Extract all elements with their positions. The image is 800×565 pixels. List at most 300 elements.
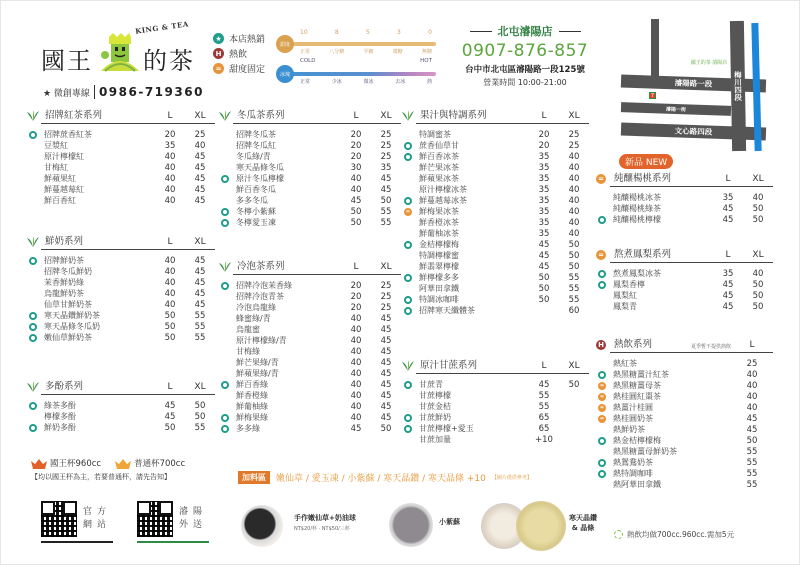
ice-level: 正常 (300, 79, 311, 85)
store-map (621, 19, 781, 154)
item-name: 鮮梅果綠 (236, 413, 268, 422)
menu-item (29, 151, 215, 162)
star-icon (221, 414, 229, 422)
menu-item (598, 268, 773, 279)
price-xl: 60 (568, 305, 580, 316)
brand-logo (41, 19, 211, 81)
col-xl: XL (380, 111, 392, 121)
price-l: 45 (164, 411, 176, 422)
marker-slot (29, 312, 41, 320)
star-icon (221, 175, 229, 183)
agar-bowl-2 (516, 501, 566, 551)
fixed-sweetness-icon: = (596, 174, 606, 184)
menu-item (221, 346, 401, 357)
marker-slot (598, 216, 610, 224)
menu-item (404, 140, 589, 151)
marker-slot (404, 414, 416, 422)
price-xl: 45 (380, 401, 392, 412)
menu-item (29, 195, 215, 206)
col-xl: XL (194, 237, 206, 247)
price-xl: 55 (194, 321, 206, 332)
price-l: 45 (746, 424, 758, 435)
map-road-meichuan: 梅川四段 (730, 21, 746, 151)
cup-note: 【均以國王杯為主，若要普通杯，請先告知】 (31, 473, 171, 481)
menu-item (404, 261, 589, 272)
qr-official-website[interactable] (41, 501, 113, 543)
price-xl: 45 (380, 324, 392, 335)
bowl-caption: 小紫蘇 (439, 518, 460, 526)
price-l: 40 (164, 173, 176, 184)
price-l: 40 (164, 255, 176, 266)
marker-slot (404, 425, 416, 433)
item-name: 金桔檸檬梅 (419, 240, 459, 249)
price-xl: 55 (568, 272, 580, 283)
section-pineapple (598, 247, 773, 312)
price-xl: 25 (568, 129, 580, 140)
sugar-value: 3 (397, 29, 401, 36)
star-icon (221, 208, 229, 216)
item-name: 熱鮮奶茶 (613, 425, 645, 434)
price-xl: 40 (752, 268, 764, 279)
marker-slot (29, 334, 41, 342)
new-badge: 新品 NEW (619, 154, 673, 169)
menu-item (404, 294, 589, 305)
price-xl: 25 (194, 129, 206, 140)
price-l: 35 (722, 192, 734, 203)
price-xl: 50 (380, 423, 392, 434)
qr-code-icon[interactable] (137, 501, 173, 537)
price-l: 50 (164, 422, 176, 433)
star-icon (221, 282, 229, 290)
menu-item (29, 184, 215, 195)
section-sugarcane (404, 358, 589, 445)
price-l: 40 (350, 401, 362, 412)
qr-delivery[interactable] (137, 501, 209, 543)
menu-item (221, 206, 401, 217)
brand-tagline: KING & TEA (134, 19, 190, 36)
menu-item (404, 423, 589, 434)
hot-icon: H (213, 48, 224, 59)
leaf-icon (400, 359, 416, 371)
bowl-caption: 寒天晶鑽 & 晶條 (569, 514, 597, 532)
cup-king (31, 457, 101, 469)
ice-hot-label: HOT (420, 58, 432, 64)
store-hours: 營業時間 10:00-21:00 (483, 78, 567, 87)
menu-item (221, 195, 401, 206)
item-name: 甘梅綠 (236, 347, 260, 356)
item-name: 熱阿華田拿鐵 (613, 480, 661, 489)
price-l: 45 (746, 413, 758, 424)
menu-item (29, 129, 215, 140)
fixed-sweetness-icon: = (213, 63, 224, 74)
price-l: 35 (538, 151, 550, 162)
star-icon (221, 425, 229, 433)
qr-label: 濬陽外送 (179, 507, 208, 530)
col-xl: XL (752, 174, 764, 184)
cup-regular-label: 普通杯700cc (134, 459, 186, 469)
star-icon (221, 381, 229, 389)
item-name: 純釀楊桃冰茶 (613, 193, 661, 202)
price-l: 40 (350, 313, 362, 324)
item-name: 熱金桔檸檬梅 (613, 436, 661, 445)
marker-slot (221, 219, 233, 227)
section-title: 原汁甘蔗系列 (420, 360, 478, 371)
item-name: 蜂蜜綠/青 (236, 314, 271, 323)
toppings-badge: 加料區 (238, 471, 270, 484)
sugar-level: 無糖 (421, 49, 432, 55)
price-l: 40 (164, 162, 176, 173)
price-xl: 35 (380, 162, 392, 173)
price-xl: 40 (194, 140, 206, 151)
ice-bar (288, 72, 436, 76)
menu-item (598, 214, 773, 225)
section-cold-brew (221, 259, 401, 434)
hotline (43, 85, 204, 99)
price-xl: 45 (194, 173, 206, 184)
star-icon (404, 425, 412, 433)
menu-item (221, 280, 401, 291)
item-name: 招牌冬瓜紅 (236, 141, 276, 150)
item-name: 鮮百香紅 (44, 196, 76, 205)
legend-item-hot (213, 46, 265, 61)
menu-item (221, 162, 401, 173)
item-name: 特調冰咖啡 (419, 295, 459, 304)
price-xl: 50 (568, 250, 580, 261)
sugar-scale (276, 29, 436, 56)
marker-slot (598, 270, 610, 278)
item-name: 豆漿紅 (44, 141, 68, 150)
price-l: 35 (538, 195, 550, 206)
price-l: 35 (538, 162, 550, 173)
menu-item (598, 192, 773, 203)
menu-item (221, 335, 401, 346)
menu-item (221, 140, 401, 151)
price-l: 40 (350, 173, 362, 184)
item-name: 鮮芒果冰茶 (419, 163, 459, 172)
star-icon (404, 381, 412, 389)
menu-item (598, 446, 773, 457)
marker-slot (221, 425, 233, 433)
col-l: L (725, 250, 731, 260)
item-name: 鳳梨紅 (613, 291, 637, 300)
price-l: 45 (350, 423, 362, 434)
price-l: 50 (350, 206, 362, 217)
menu-item (598, 424, 773, 435)
price-l: 35 (538, 173, 550, 184)
price-xl: 50 (752, 214, 764, 225)
star-icon (404, 142, 412, 150)
item-name: 甘蔗青 (419, 380, 443, 389)
item-name: 招牌冬瓜茶 (236, 130, 276, 139)
marker-slot (598, 470, 610, 478)
menu-item (29, 422, 215, 433)
col-l: L (541, 361, 547, 371)
price-l: 55 (746, 468, 758, 479)
menu-item (404, 228, 589, 239)
menu-item (404, 390, 589, 401)
price-xl: 25 (380, 140, 392, 151)
menu-item (29, 310, 215, 321)
menu-item (404, 305, 589, 316)
qr-codes (41, 501, 209, 543)
sugar-level: 半糖 (363, 49, 374, 55)
section-title: 冬瓜茶系列 (237, 110, 285, 121)
menu-item (29, 255, 215, 266)
menu-item (221, 423, 401, 434)
marker-slot (29, 323, 41, 331)
star-icon (598, 459, 606, 467)
section-title: 純釀楊桃系列 (614, 173, 672, 184)
marker-slot (598, 371, 610, 379)
marker-slot (598, 281, 610, 289)
menu-item (598, 468, 773, 479)
price-xl: 45 (380, 313, 392, 324)
grass-jelly-bowl (241, 505, 283, 547)
item-name: 冷泡烏龍綠 (236, 303, 276, 312)
menu-item (598, 479, 773, 490)
price-xl: 45 (194, 266, 206, 277)
sugar-level: 正常 (300, 49, 311, 55)
menu-item (404, 151, 589, 162)
qr-code-icon[interactable] (41, 501, 77, 537)
item-name: 蔗香仙草甘 (419, 141, 459, 150)
menu-item (404, 412, 589, 423)
menu-item (404, 129, 589, 140)
menu-item (598, 369, 773, 380)
item-name: 招牌鮮奶茶 (44, 256, 84, 265)
price-xl: 45 (380, 412, 392, 423)
sugar-value: 10 (300, 29, 308, 36)
item-list (221, 129, 401, 228)
item-list (598, 268, 773, 312)
section-title: 招牌紅茶系列 (45, 110, 103, 121)
price-xl: 45 (380, 184, 392, 195)
item-name: 熱桂圓奶茶 (613, 414, 653, 423)
item-name: 純釀楊桃檸檬 (613, 215, 661, 224)
section-polyphenol (29, 379, 215, 433)
item-name: 鮮檸檬多多 (419, 273, 459, 282)
price-l: 20 (538, 129, 550, 140)
menu-item (404, 283, 589, 294)
section-header (41, 108, 215, 124)
item-name: 冬檸愛玉凍 (236, 218, 276, 227)
star-icon (29, 424, 37, 432)
price-xl: 40 (568, 184, 580, 195)
sugar-levels (300, 48, 432, 55)
price-xl: 45 (194, 195, 206, 206)
hot-footer-note (614, 529, 734, 540)
item-name: 鳳梨青 (613, 302, 637, 311)
section-fresh-milk (29, 234, 215, 343)
sugar-level: 微糖 (392, 49, 403, 55)
price-xl: 45 (380, 368, 392, 379)
legend-item-bestseller (213, 31, 265, 46)
price-l: 40 (164, 151, 176, 162)
item-name: 原汁冬瓜檸檬 (236, 174, 284, 183)
price-l: 50 (164, 332, 176, 343)
info-badge-icon (614, 530, 623, 539)
item-name: 鮮翡翠檸檬 (419, 262, 459, 271)
price-xl: 45 (194, 288, 206, 299)
item-name: 甘蔗金桔 (419, 402, 451, 411)
menu-item (29, 277, 215, 288)
cup-regular (115, 457, 185, 469)
marker-slot (221, 208, 233, 216)
map-store-marker: 國王的茶 濬陽店 (690, 60, 728, 66)
col-xl: XL (568, 361, 580, 371)
fixed-sweetness-icon: = (596, 250, 606, 260)
price-l: 40 (746, 380, 758, 391)
item-name: 寒天晶鑽鮮奶茶 (44, 311, 100, 320)
price-l: 55 (746, 479, 758, 490)
price-l: 45 (350, 195, 362, 206)
hot-icon: H (596, 340, 606, 350)
section-header (598, 337, 773, 353)
ice-levels (300, 78, 432, 85)
item-name: 綠茶多酚 (44, 401, 76, 410)
bowl-price: NT$20/杯 · NT$50/三杯 (294, 526, 350, 532)
ice-level: 熱 (426, 79, 432, 85)
price-xl: 25 (380, 129, 392, 140)
menu-item (598, 279, 773, 290)
marker-slot (598, 437, 610, 445)
price-l: 20 (350, 129, 362, 140)
hotline-number[interactable]: 0986-719360 (94, 85, 204, 99)
marker-slot (404, 142, 416, 150)
menu-item (598, 435, 773, 446)
menu-item (598, 380, 773, 391)
price-xl: 45 (380, 357, 392, 368)
price-l: 40 (164, 299, 176, 310)
king-mascot-icon (99, 33, 141, 73)
ice-level: 微冰 (363, 79, 374, 85)
price-xl: 55 (194, 422, 206, 433)
marker-slot (598, 415, 610, 423)
leaf-icon (25, 109, 41, 121)
store-address: 台中市北屯區濬陽路一段125號 (465, 65, 585, 75)
item-list (404, 129, 589, 316)
item-name: 鮮百香冰茶 (419, 152, 459, 161)
price-l: 45 (538, 250, 550, 261)
price-xl: 50 (752, 279, 764, 290)
section-header (41, 234, 215, 250)
cup-king-label: 國王杯960cc (50, 459, 102, 469)
price-l: 40 (164, 184, 176, 195)
menu-item (598, 203, 773, 214)
star-icon (404, 274, 412, 282)
item-name: 鮮葡柚綠 (236, 402, 268, 411)
star-icon (598, 270, 606, 278)
col-xl: XL (752, 250, 764, 260)
marker-slot (221, 282, 233, 290)
menu-item (598, 290, 773, 301)
item-list (29, 255, 215, 343)
menu-item (29, 299, 215, 310)
crown-icon (115, 459, 131, 469)
marker-slot (598, 393, 610, 401)
item-name: 鮮百香冬瓜 (236, 185, 276, 194)
item-name: 鮮香橙綠 (236, 391, 268, 400)
item-name: 仙草甘鮮奶茶 (44, 300, 92, 309)
section-header (598, 171, 773, 187)
col-l: L (167, 237, 173, 247)
item-name: 原汁檸檬冰茶 (419, 185, 467, 194)
price-l: 50 (164, 321, 176, 332)
price-xl: 50 (568, 261, 580, 272)
item-name: 茉香鮮奶綠 (44, 278, 84, 287)
price-xl: 45 (380, 173, 392, 184)
ice-level: 去冰 (395, 79, 406, 85)
item-list (404, 379, 589, 445)
item-name: 冬瓜綠/青 (236, 152, 271, 161)
item-name: 特調蜜茶 (419, 130, 451, 139)
price-xl: 40 (568, 206, 580, 217)
col-l: L (353, 111, 359, 121)
item-name: 鮮芒果綠/青 (236, 358, 279, 367)
star-icon (598, 216, 606, 224)
map-road-junyang: 濬陽路一段 (621, 74, 766, 92)
price-l: 20 (350, 140, 362, 151)
col-l: L (749, 340, 755, 350)
section-header (416, 108, 589, 124)
price-l: +10 (535, 434, 553, 445)
item-name: 招牌寒天纖體茶 (419, 306, 475, 315)
price-l: 45 (538, 261, 550, 272)
price-xl: 45 (380, 379, 392, 390)
item-name: 招牌冷泡青茶 (236, 292, 284, 301)
price-l: 35 (538, 217, 550, 228)
marker-slot (404, 274, 416, 282)
seven-eleven-icon: 7 (650, 93, 655, 99)
price-xl: 25 (380, 291, 392, 302)
leaf-icon (25, 235, 41, 247)
brand-name-left: 國王 (41, 47, 93, 75)
price-l: 65 (538, 412, 550, 423)
section-hot (598, 337, 773, 490)
star-icon (598, 281, 606, 289)
menu-item (404, 250, 589, 261)
section-title: 熬煮鳳梨系列 (614, 249, 672, 260)
price-xl: 50 (752, 203, 764, 214)
price-l: 65 (538, 423, 550, 434)
item-name: 熱薑汁桂圓 (613, 403, 653, 412)
section-black-tea (29, 108, 215, 206)
marker-slot (404, 381, 416, 389)
price-l: 55 (538, 390, 550, 401)
leaf-icon (217, 109, 233, 121)
price-l: 45 (722, 214, 734, 225)
price-l: 55 (746, 446, 758, 457)
price-l: 35 (722, 268, 734, 279)
menu-item (29, 321, 215, 332)
price-l: 20 (164, 129, 176, 140)
star-icon (29, 402, 37, 410)
toppings-note: 【圖片僅供參考】 (491, 475, 532, 481)
item-name: 鳳梨香檸 (613, 280, 645, 289)
star-icon (404, 307, 412, 315)
price-xl: 50 (380, 195, 392, 206)
menu-item (598, 457, 773, 468)
price-xl: 45 (194, 255, 206, 266)
price-xl: 45 (194, 162, 206, 173)
store-phone[interactable]: 0907-876-857 (461, 41, 589, 61)
price-l: 40 (164, 288, 176, 299)
price-xl: 45 (380, 390, 392, 401)
marker-slot (404, 208, 416, 216)
menu-item (29, 162, 215, 173)
price-l: 40 (350, 335, 362, 346)
qr-label: 官方網站 (83, 507, 112, 530)
